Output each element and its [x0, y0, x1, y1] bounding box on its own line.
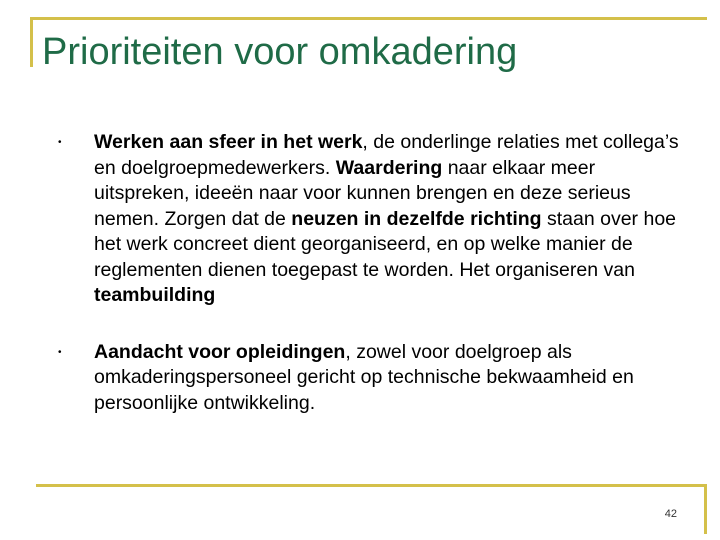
bullet-text — [94, 340, 688, 417]
bullet-run: staan over hoe het werk concreet dient georganiseerd, en op welke manier de reglementen dienen toegepast te worden. Het organiseren van — [94, 207, 677, 281]
bullet-run: naar elkaar meer uitspreken, ideeën naar voor kunnen brengen en deze serieus nemen. Zorgen dat de — [94, 156, 631, 230]
slide-title: Prioriteiten voor omkadering — [42, 31, 518, 73]
bullet-run-bold: Waardering — [335, 156, 443, 179]
bullet-dot-icon: • — [58, 346, 62, 358]
bullet-run-bold: neuzen in dezelfde richting — [291, 207, 542, 230]
bullet-run-bold: Werken aan sfeer in het werk — [94, 131, 363, 153]
bullet-run-bold: Aandacht voor opleidingen — [94, 340, 346, 363]
bullet-text — [94, 130, 688, 309]
bullet-run: , zowel voor doelgroep als omkaderingspersoneel gericht op technische bekwaamheid en persoonlijke ontwikkeling. — [94, 340, 634, 414]
bullet-dot-icon: • — [58, 137, 62, 148]
top-rule — [30, 17, 707, 20]
bottom-rule — [36, 484, 707, 487]
bullet-list — [58, 130, 688, 416]
page-number: 42 — [664, 508, 677, 520]
right-rule — [704, 484, 707, 534]
left-rule — [30, 17, 33, 67]
bullet-item-opleidingen — [58, 340, 688, 417]
bullet-run: , de onderlinge relaties met collega’s en doelgroepmedewerkers. — [94, 131, 679, 179]
bullet-item-sfeer — [58, 130, 688, 309]
bullet-run-bold: teambuilding — [94, 284, 216, 306]
